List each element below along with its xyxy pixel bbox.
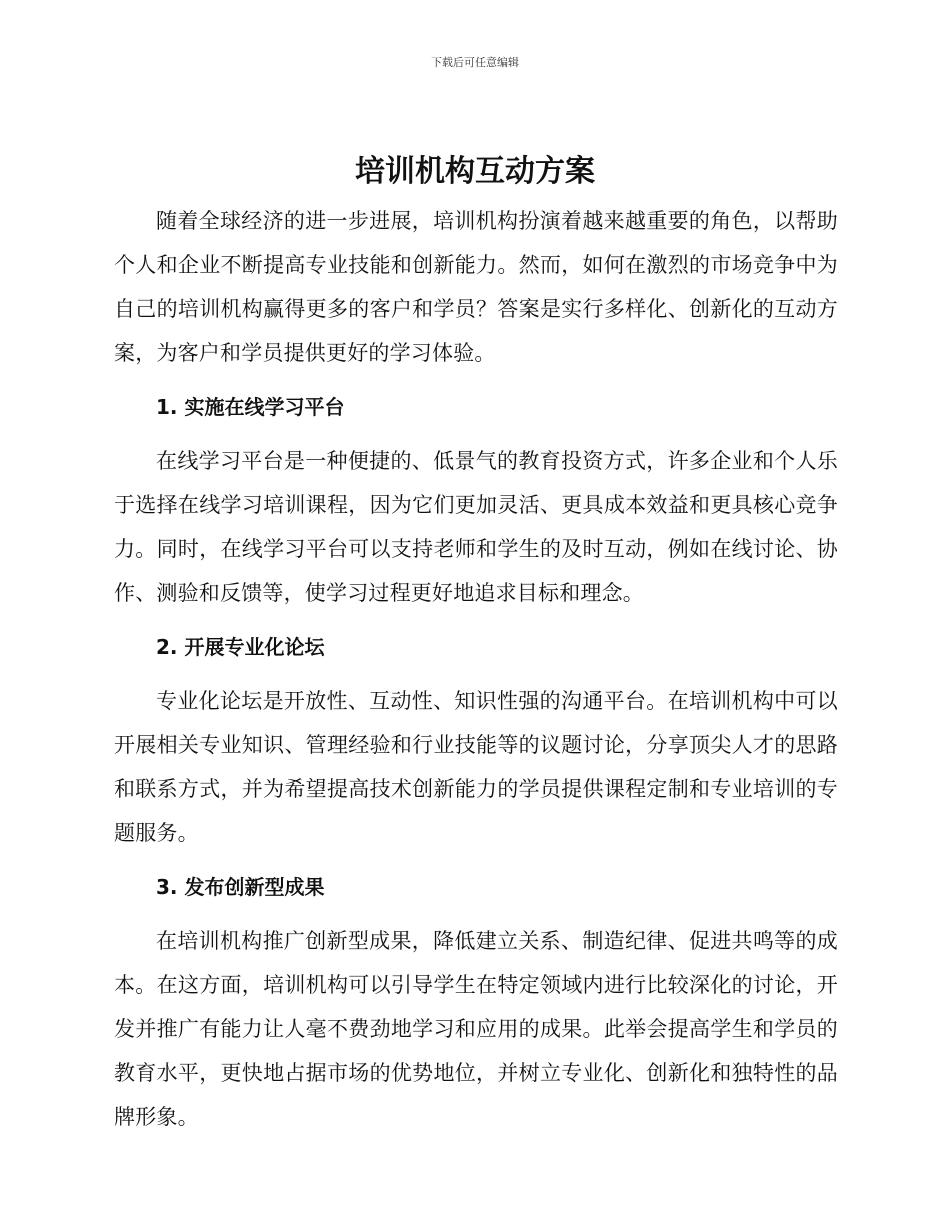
section-1-heading: 1. 实施在线学习平台: [156, 395, 345, 419]
document-title: 培训机构互动方案: [355, 154, 595, 189]
section-3-paragraph: 在培训机构推广创新型成果，降低建立关系、制造纪律、促进共鸣等的成本。在这方面，培训机构可以引导学生在特定领域内进行比较深化的讨论，开发并推广有能力让人毫不费劲地学习和应用的成果。此举会提高学生和学员的教育水平，更快地占据市场的优势地位，并树立专业化、创新化和独特性的品牌形象。: [114, 929, 838, 1129]
section-2-heading: 2. 开展专业化论坛: [156, 635, 325, 659]
section-3-heading: 3. 发布创新型成果: [156, 875, 325, 899]
section-1-paragraph: 在线学习平台是一种便捷的、低景气的教育投资方式，许多企业和个人乐于选择在线学习培训课程，因为它们更加灵活、更具成本效益和更具核心竞争力。同时，在线学习平台可以支持老师和学生的及时互动，例如在线讨论、协作、测验和反馈等，使学习过程更好地追求目标和理念。: [114, 449, 838, 605]
document-body: [114, 199, 838, 1139]
intro-paragraph: 随着全球经济的进一步进展，培训机构扮演着越来越重要的角色，以帮助个人和企业不断提高专业技能和创新能力。然而，如何在激烈的市场竞争中为自己的培训机构赢得更多的客户和学员？答案是实行多样化、创新化的互动方案，为客户和学员提供更好的学习体验。: [114, 209, 838, 365]
header-note: 下载后可任意编辑: [431, 56, 519, 69]
section-2-paragraph: 专业化论坛是开放性、互动性、知识性强的沟通平台。在培训机构中可以开展相关专业知识、管理经验和行业技能等的议题讨论，分享顶尖人才的思路和联系方式，并为希望提高技术创新能力的学员提供课程定制和专业培训的专题服务。: [114, 689, 838, 845]
